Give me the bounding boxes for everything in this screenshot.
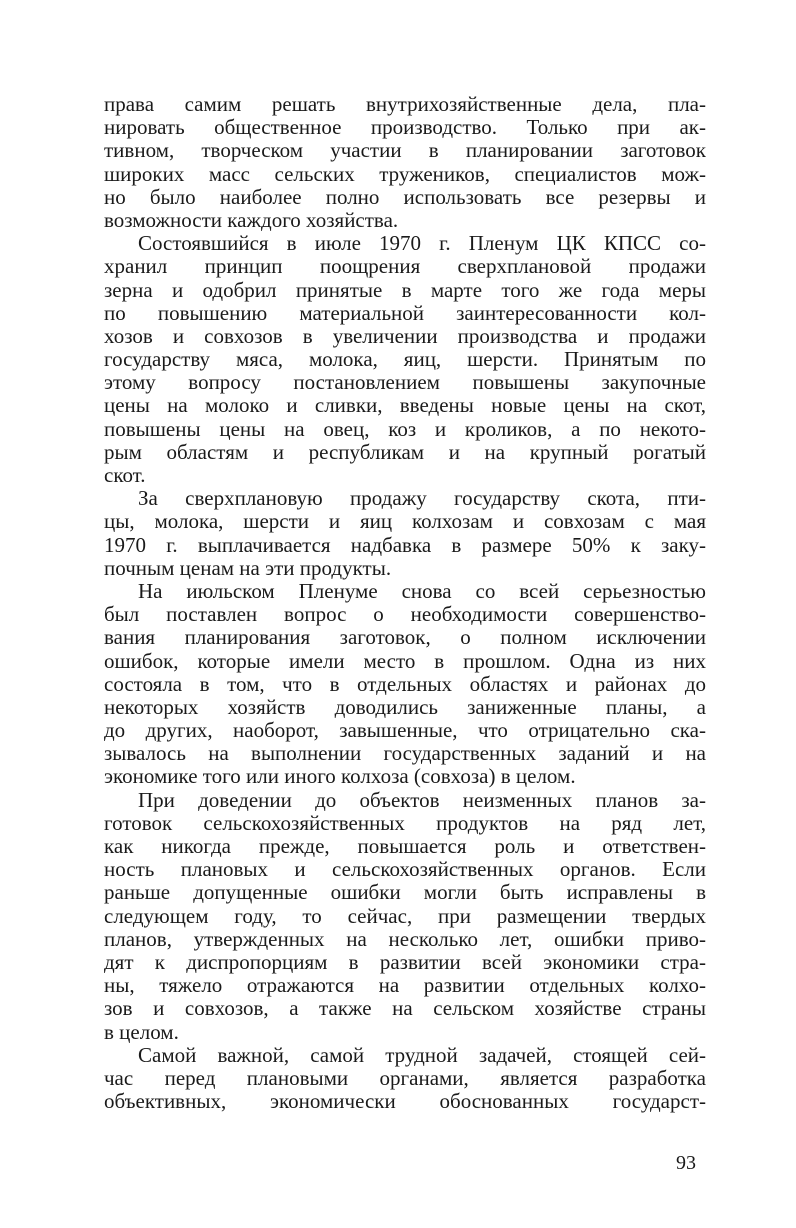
paragraph-1 bbox=[104, 93, 706, 232]
paragraph-6 bbox=[104, 1044, 706, 1114]
text-line: почным ценам на эти продукты. bbox=[104, 556, 392, 580]
text-line: но было наиболее полно использовать все резервы и bbox=[104, 185, 706, 209]
text-line: При доведении до объектов неизменных планов за- bbox=[138, 788, 706, 812]
body-text bbox=[104, 93, 706, 1113]
text-line: зов и совхозов, а также на сельском хозяйстве страны bbox=[104, 997, 706, 1021]
text-line: ность плановых и сельскохозяйственных органов. Если bbox=[104, 858, 706, 882]
text-line: повышены цены на овец, коз и кроликов, а по некото- bbox=[104, 417, 706, 441]
text-line: как никогда прежде, повышается роль и ответствен- bbox=[104, 835, 706, 858]
text-line: хранил принцип поощрения сверхплановой продажи bbox=[104, 255, 706, 279]
text-line: следующем году, то сейчас, при размещении твердых bbox=[104, 904, 706, 928]
text-line: по повышению материальной заинтересованности кол- bbox=[104, 301, 706, 325]
text-line: планов, утвержденных на несколько лет, ошибки приво- bbox=[104, 927, 706, 951]
text-line: рым областям и республикам и на крупный рогатый bbox=[104, 440, 706, 464]
text-line: цы, молока, шерсти и яиц колхозам и совхозам с мая bbox=[104, 510, 706, 534]
text-line: На июльском Пленуме снова со всей серьезностью bbox=[138, 579, 706, 603]
text-line: был поставлен вопрос о необходимости совершенство- bbox=[104, 603, 706, 627]
text-line: Самой важной, самой трудной задачей, стоящей сей- bbox=[138, 1043, 706, 1067]
text-line: ны, тяжело отражаются на развитии отдельных колхо- bbox=[104, 974, 706, 998]
text-line: ошибок, которые имели место в прошлом. Одна из них bbox=[104, 649, 706, 673]
text-line: готовок сельскохозяйственных продуктов на ряд лет, bbox=[104, 811, 706, 835]
paragraph-2 bbox=[104, 232, 706, 487]
text-line: государству мяса, молока, яиц, шерсти. Принятым по bbox=[104, 348, 706, 372]
paragraph-3 bbox=[104, 487, 706, 580]
text-line: нировать общественное производство. Только при ак- bbox=[104, 116, 706, 140]
text-line: экономике того или иного колхоза (совхоза) в целом. bbox=[104, 765, 576, 789]
text-line: некоторых хозяйств доводились заниженные планы, а bbox=[104, 695, 706, 719]
text-line: зывалось на выполнении государственных заданий и на bbox=[104, 742, 706, 766]
text-line: раньше допущенные ошибки могли быть исправлены в bbox=[104, 881, 706, 905]
paragraph-5 bbox=[104, 789, 706, 1044]
text-line: скот. bbox=[104, 464, 146, 487]
paragraph-4 bbox=[104, 580, 706, 789]
text-line: до других, наоборот, завышенные, что отрицательно ска- bbox=[104, 719, 706, 743]
text-line: Состоявшийся в июле 1970 г. Пленум ЦК КПСС со- bbox=[138, 232, 706, 256]
text-line: права самим решать внутрихозяйственные дела, пла- bbox=[104, 93, 706, 116]
page-number: 93 bbox=[676, 1152, 696, 1174]
text-line: 1970 г. выплачивается надбавка в размере 50% к заку- bbox=[104, 533, 706, 557]
text-line: цены на молоко и сливки, введены новые цены на скот, bbox=[104, 394, 706, 418]
text-line: За сверхплановую продажу государству скота, пти- bbox=[138, 487, 706, 511]
text-line: объективных, экономически обоснованных государст- bbox=[104, 1090, 706, 1114]
text-line: возможности каждого хозяйства. bbox=[104, 208, 399, 232]
text-line: широких масс сельских тружеников, специалистов мож- bbox=[104, 162, 706, 186]
text-line: дят к диспропорциям в развитии всей экономики стра- bbox=[104, 950, 706, 974]
text-line: этому вопросу постановлением повышены закупочные bbox=[104, 371, 706, 395]
text-line: вания планирования заготовок, о полном исключении bbox=[104, 626, 706, 650]
text-line: тивном, творческом участии в планировании заготовок bbox=[104, 139, 706, 163]
text-line: хозов и совхозов в увеличении производства и продажи bbox=[104, 324, 706, 348]
text-line: зерна и одобрил принятые в марте того же года меры bbox=[104, 278, 706, 302]
text-line: час перед плановыми органами, является разработка bbox=[104, 1066, 706, 1090]
text-line: состояла в том, что в отдельных областях и районах до bbox=[104, 672, 706, 696]
text-line: в целом. bbox=[104, 1020, 179, 1044]
